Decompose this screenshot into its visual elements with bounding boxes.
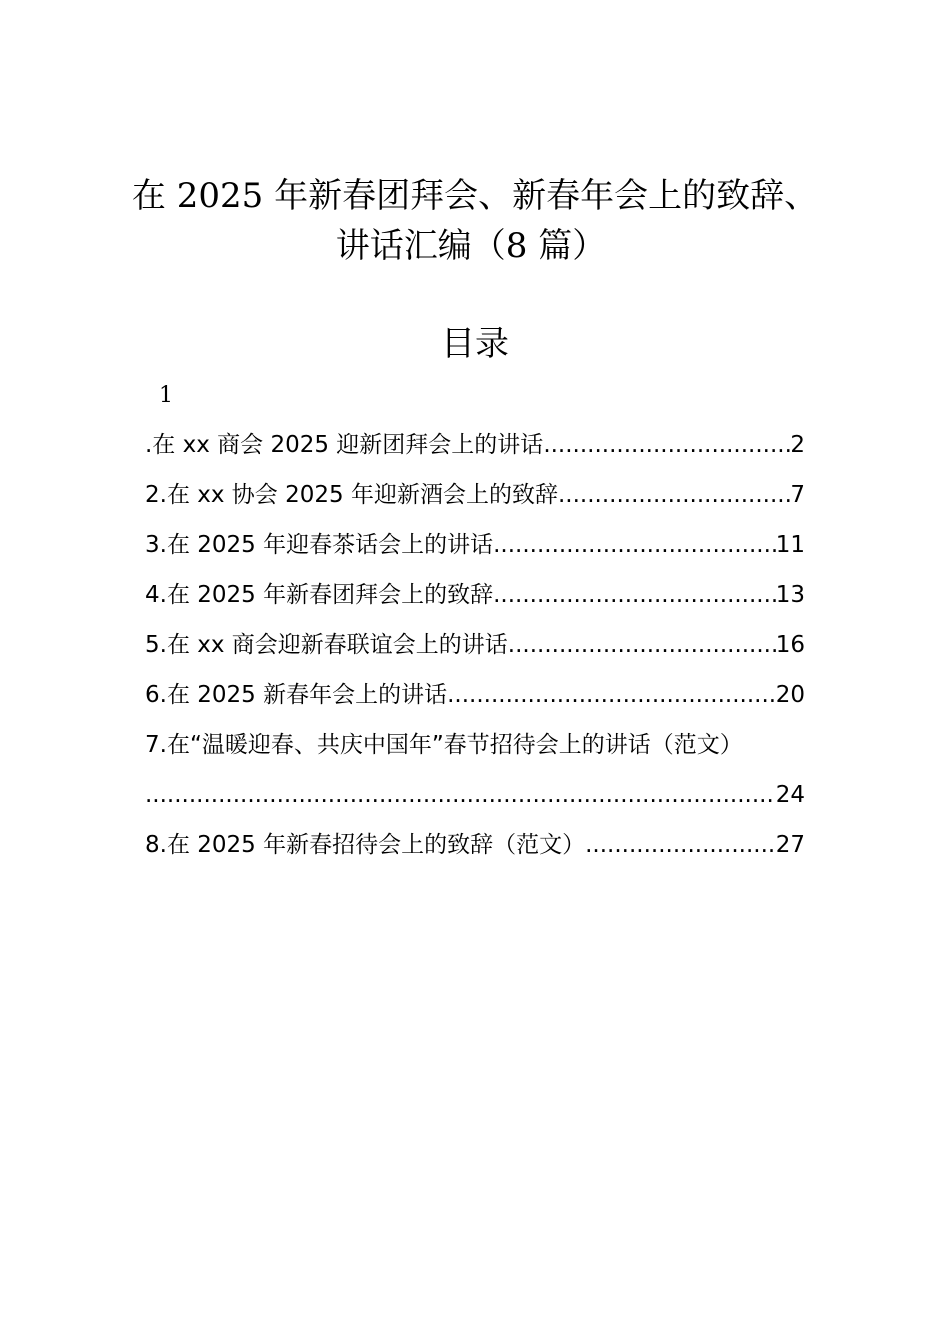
toc-entry[interactable]	[145, 570, 805, 620]
stray-number: 1	[159, 383, 173, 408]
toc-entry-text: .在 xx 商会 2025 迎新团拜会上的讲话	[145, 432, 544, 458]
toc-entry[interactable]	[145, 620, 805, 670]
toc-entry-page: 20	[775, 682, 805, 708]
toc-entry-text: 2.在 xx 协会 2025 年迎新酒会上的致辞	[145, 482, 558, 508]
toc-entry[interactable]	[145, 520, 805, 570]
toc-entry-page: 27	[775, 832, 805, 858]
toc-entry[interactable]	[145, 720, 805, 820]
toc-entry-page: 2	[790, 432, 805, 458]
toc-leader-dots	[493, 570, 776, 620]
toc-entry[interactable]	[145, 470, 805, 520]
toc-entry-page: 11	[775, 532, 805, 558]
toc-entry-text: 4.在 2025 年新春团拜会上的致辞	[145, 582, 494, 608]
document-title-line-1: 在 2025 年新春团拜会、新春年会上的致辞、	[131, 176, 819, 216]
toc-entry-text: 8.在 2025 年新春招待会上的致辞（范文）	[145, 832, 586, 858]
toc-entry[interactable]	[145, 670, 805, 720]
toc-leader-dots	[585, 820, 776, 870]
toc-entry-page: 16	[775, 632, 805, 658]
toc-entry[interactable]	[145, 820, 805, 870]
toc-entry-text: 6.在 2025 新春年会上的讲话	[145, 682, 448, 708]
toc-entry-text-row	[145, 720, 805, 770]
toc-entry-continuation	[145, 770, 805, 820]
toc-leader-dots	[508, 620, 776, 670]
toc-entry-page: 24	[775, 782, 805, 808]
toc-entry[interactable]	[145, 420, 805, 470]
toc-entry-text: 3.在 2025 年迎春茶话会上的讲话	[145, 532, 494, 558]
toc-entry-page: 13	[775, 582, 805, 608]
toc-heading: 目录	[441, 324, 509, 364]
document-title-line-2: 讲话汇编（8 篇）	[335, 226, 607, 266]
toc-leader-dots	[145, 770, 776, 820]
toc-entry-page: 7	[790, 482, 805, 508]
toc-leader-dots	[558, 470, 790, 520]
toc-entry-text: 5.在 xx 商会迎新春联谊会上的讲话	[145, 632, 508, 658]
toc-leader-dots	[543, 420, 790, 470]
table-of-contents	[145, 420, 805, 870]
toc-leader-dots	[493, 520, 776, 570]
toc-entry-text: 7.在“温暖迎春、共庆中国年”春节招待会上的讲话（范文）	[145, 732, 743, 758]
toc-leader-dots	[447, 670, 776, 720]
